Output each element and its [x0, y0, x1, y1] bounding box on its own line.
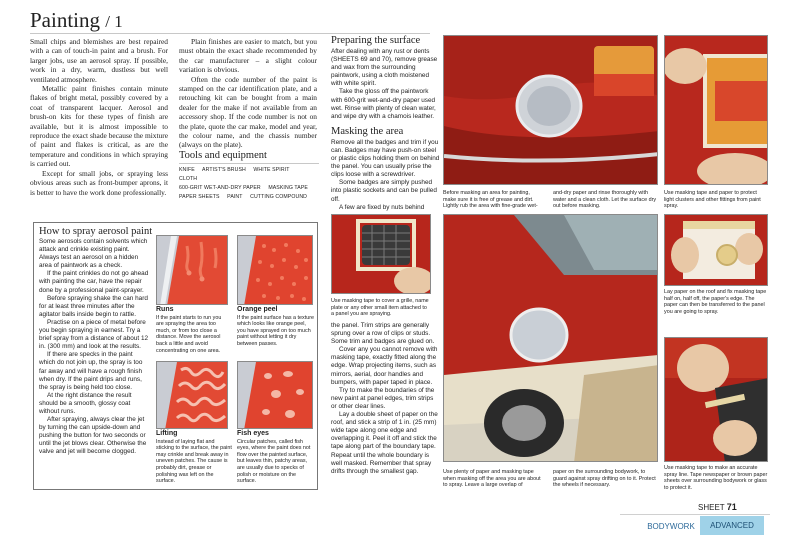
intro-column-2: [179, 37, 317, 150]
spray-paragraph: Practise on a piece of metal before you begin spraying in earnest. Try a brief spray from a distance of about 12 in. (300 mm) and look at the results.: [39, 318, 149, 351]
masking-continued: [331, 322, 439, 476]
tool-item: 600-GRIT WET-AND-DRY PAPER: [179, 185, 261, 191]
tool-item: PAINT: [227, 194, 243, 200]
intro-paragraph: Plain finishes are easier to match, but you must obtain the exact shade recommended by the car manufacturer – a slight colour variation is obvious.: [179, 37, 317, 75]
footer-rule: [620, 514, 770, 515]
tab-advanced[interactable]: ADVANCED: [700, 516, 764, 535]
caption-light-clusters: Use masking tape and paper to protect light clusters and other fittings from paint spray.: [664, 190, 761, 210]
masking-paragraph: the panel. Trim strips are generally sprung over a row of clips or studs. Some trim and badges are glued on.: [331, 322, 435, 346]
fault-title: Runs: [156, 306, 174, 313]
tool-item: PAPER SHEETS: [179, 194, 220, 200]
masking-paragraph: Cover any you cannot remove with masking tape, exactly fitted along the edge. Wrap projecting items, such as mirrors, aerial, door handles and bumpers, with paper taped in place.: [331, 346, 438, 386]
grille-illustration: [332, 215, 431, 294]
caption-sanding: Before masking an area for painting, make sure it is free of grease and dirt. Lightly rub the area with fine-grade wet-: [443, 190, 538, 210]
runs-illustration: [157, 236, 228, 305]
fish-eyes-photo: [237, 361, 313, 429]
title-rule: [30, 33, 430, 34]
prep-text: [331, 48, 441, 121]
spray-line-photo: [664, 337, 768, 462]
page-title-number: / 1: [105, 12, 123, 31]
roof-paper-photo: [664, 214, 768, 286]
tool-item: ARTIST'S BRUSH: [202, 167, 246, 173]
spray-box-text: [39, 238, 149, 457]
masking-paragraph: Remove all the badges and trim if you can. Badges may have push-on steel or plastic clips holding them on behind the panel. You can usually prise the clips loose with a screwdriver.: [331, 138, 440, 179]
fault-orange-peel: [237, 307, 315, 348]
caption-rinsing: and-dry paper and rinse thoroughly with water and a clean cloth. Let the surface dry out before masking.: [553, 190, 657, 210]
light-cluster-illustration: [665, 36, 768, 185]
fault-title: Lifting: [156, 430, 178, 437]
tools-heading: Tools and equipment: [179, 150, 267, 161]
masking-paragraph: Some badges are simply pushed into plastic sockets and can be pulled off.: [331, 179, 437, 203]
tools-row-3: [179, 193, 319, 202]
intro-paragraph: Small chips and blemishes are best repaired with a can of touch-in paint and a brush. For larger jobs, use an aerosol spray. If possible, work in a dry, warm, dustless but well ventilated atmosphere.: [30, 37, 168, 84]
spray-box: [33, 222, 318, 490]
masked-car-illustration: [444, 215, 658, 462]
fault-fish-eyes: [237, 431, 315, 485]
fault-runs: [156, 307, 230, 354]
spray-paragraph: Some aerosols contain solvents which attack and crinkle existing paint. Always test an aerosol on a hidden area of paintwork as a check.: [39, 238, 148, 270]
tools-row-2: [179, 184, 319, 193]
tool-item: KNIFE: [179, 167, 195, 173]
tools-section: [179, 150, 319, 202]
page-title: [30, 8, 123, 33]
tools-list: [179, 166, 319, 202]
spray-paragraph: At the right distance the result should be a smooth, glossy coat without runs.: [39, 391, 132, 415]
spray-paragraph: If there are specks in the paint which do not join up, the spray is too far away and will have a rough finish when dry. If the paint drips and runs, the spray is being held too close.: [39, 351, 143, 391]
fault-text: Circular patches, called fish eyes, where the paint does not flow over the painted surface, but leaves thin, patchy areas, are usually due to specks of polish or moisture on the surface.: [237, 438, 311, 485]
masked-car-photo: [443, 214, 658, 462]
prep-section: [331, 35, 441, 212]
lifting-photo: [156, 361, 228, 429]
caption-grille: Use masking tape to cover a grille, name plate or any other small item attached to a panel you are spraying.: [331, 298, 429, 318]
tool-item: MASKING TAPE: [268, 185, 308, 191]
masking-text: [331, 139, 441, 212]
tools-rule: [179, 163, 319, 164]
light-cluster-photo: [664, 35, 768, 185]
sheet-number: 71: [726, 502, 737, 512]
intro-paragraph: Metallic paint finishes contain minute flakes of bright metal, possibly covered by a coat of transparent lacquer. Aerosol and brush-on kits for these types of finish are available, but it is almost impossible to reproduce the exact shade because the mixture of paint and flakes is critical, as are the temperature and conditions in which spraying is carried out.: [30, 84, 168, 169]
intro-paragraph: Except for small jobs, or spraying less obvious areas such as front-bumper aprons, it is better to have the work done professionally.: [30, 168, 168, 197]
spray-box-heading: How to spray aerosol paint: [39, 226, 153, 237]
runs-photo: [156, 235, 228, 305]
spray-paragraph: After spraying, always clear the jet by turning the can upside-down and pushing the button for two seconds or until the jet blows clear. Otherwise the valve and jet will become clogged.: [39, 416, 147, 456]
fault-title: Fish eyes: [237, 430, 269, 437]
spray-line-illustration: [665, 338, 768, 462]
spray-paragraph: If the paint crinkles do not go ahead with painting the car, have the repair done by a professional paint-sprayer.: [39, 270, 149, 294]
intro-column-1: [30, 37, 168, 197]
fault-text: Instead of laying flat and sticking to the surface, the paint may crinkle and break away in uneven patches. The cause is probably dirt, grease or polishing wax left on the surface.: [156, 438, 232, 485]
spray-paragraph: Before spraying shake the can hard for at least three minutes after the agitator balls inside begin to rattle.: [39, 294, 148, 318]
tab-bodywork[interactable]: BODYWORK: [647, 522, 695, 531]
masking-paragraph: Try to make the boundaries of the new paint at panel edges, trim strips or other clear lines.: [331, 386, 435, 410]
fault-title: Orange peel: [237, 306, 278, 313]
caption-spray-line: Use masking tape to make an accurate spray line. Tape newspaper or brown paper sheets over surrounding bodywork or glass to protect it.: [664, 465, 768, 491]
fish-eyes-illustration: [238, 362, 313, 429]
footer-sheet: [698, 502, 737, 512]
tool-item: CUTTING COMPOUND: [250, 194, 308, 200]
prep-heading: Preparing the surface: [331, 35, 421, 46]
orange-peel-illustration: [238, 236, 313, 305]
tool-item: CLOTH: [179, 176, 198, 182]
grille-photo: [331, 214, 431, 294]
sanded-patch-illustration: [444, 36, 658, 185]
fault-text: If the paint starts to run you are spraying the area too much, or from too close a distance. Move the aerosol back a little and avoid concentrating on one area.: [156, 314, 222, 354]
caption-plenty-paper: Use plenty of paper and masking tape when masking off the area you are about to spray. Leave a large overlap of: [443, 469, 541, 489]
sheet-label: SHEET: [698, 503, 725, 512]
prep-paragraph: After dealing with any rust or dents (SHEETS 69 and 70), remove grease and wax from the surrounding paintwork, using a cloth moistened with white spirit.: [331, 48, 438, 88]
tool-item: WHITE SPIRIT: [253, 167, 290, 173]
masking-paragraph: Lay a double sheet of paper on the roof, and stick a strip of 1 in. (25 mm) wide tape along one edge and overlapping it. Peel it off and stick the tape along part of the boundary tape. Repeat until the whole boundary is well masked. Remember that spray drifts through the smallest gap.: [331, 411, 438, 475]
intro-paragraph: Often the code number of the paint is stamped on the car identification plate, and a retouching kit can be bought from a main dealer for the make if not available from an accessory shop. If the code number is not on the plate, quote the car make, model and year, the colour name, and the chassis number (always on the plate).: [179, 74, 317, 150]
caption-overlap: paper on the surrounding bodywork, to guard against spray drifting on to it. Protect the wheels if necessary.: [553, 469, 656, 489]
orange-peel-photo: [237, 235, 313, 305]
roof-paper-illustration: [665, 215, 768, 286]
fault-lifting: [156, 431, 232, 485]
prep-paragraph: Take the gloss off the paintwork with 600-grit wet-and-dry paper used wet. Rinse with plenty of clean water, and wipe dry with a chamois leather.: [331, 88, 436, 120]
masking-paragraph: A few are fixed by nuts behind: [339, 203, 425, 211]
masking-heading: Masking the area: [331, 125, 404, 137]
lifting-illustration: [157, 362, 228, 429]
sanded-patch-photo: [443, 35, 658, 185]
caption-roof-paper: Lay paper on the roof and fix masking tape half on, half off, the paper's edge. The paper can then be transferred to the panel you are going to spray.: [664, 289, 767, 315]
page-title-text: Painting: [30, 8, 101, 32]
tools-row-1: [179, 166, 319, 184]
fault-text: If the paint surface has a texture which looks like orange peel, you have sprayed on too much paint without letting it dry between passes.: [237, 314, 315, 347]
